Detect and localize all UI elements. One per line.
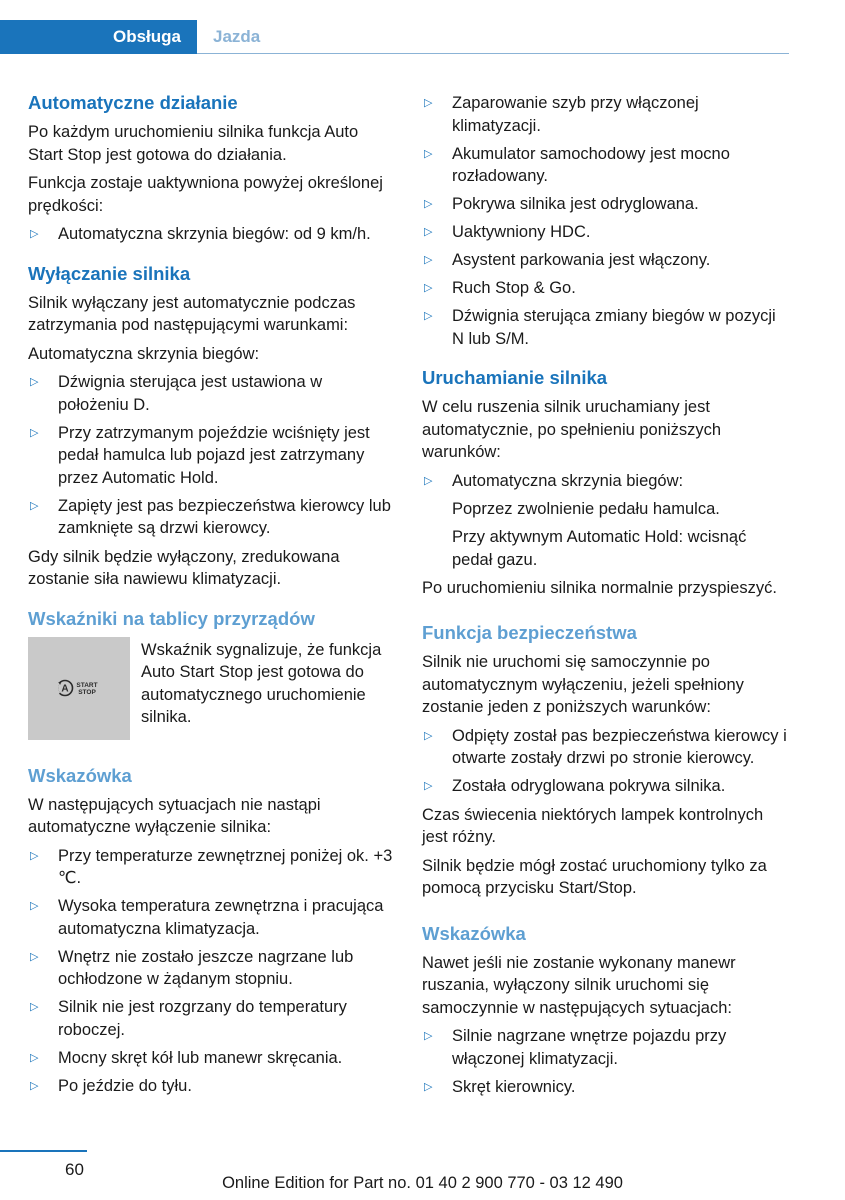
header-rule <box>197 53 789 54</box>
list-item-text: Zapięty jest pas bezpieczeństwa kierowcy lub zamknięte są drzwi kierowcy. <box>58 496 391 537</box>
bullet-list <box>422 725 790 798</box>
list-item <box>28 895 394 940</box>
section-safety-function <box>422 621 790 900</box>
bullet-list <box>28 223 394 246</box>
list-item <box>422 470 790 493</box>
section-title: Wskazówka <box>422 922 526 944</box>
list-item <box>422 1025 790 1070</box>
right-column <box>422 92 790 1104</box>
bullet-triangle-icon: ▷ <box>30 849 39 862</box>
list-item-text: Skręt kierownicy. <box>452 1077 576 1096</box>
list-item <box>422 775 790 798</box>
paragraph: Nawet jeśli nie zostanie wykonany manewr ruszania, wyłączony silnik uruchomi się samoczynnie w następujących sytuacjach: <box>422 953 736 1017</box>
bullet-triangle-icon: ▷ <box>424 282 433 294</box>
bullet-list <box>28 371 394 540</box>
footer-edition: Online Edition for Part no. 01 40 2 900 770 - 03 12 490 <box>222 1174 623 1192</box>
paragraph: Czas świecenia niektórych lampek kontrolnych jest różny. <box>422 805 764 846</box>
paragraph: Gdy silnik będzie wyłączony, zredukowana zostanie siła nawiewu klimatyzacji. <box>28 547 340 588</box>
indicator-block <box>28 637 394 740</box>
section-title: Funkcja bezpieczeństwa <box>422 622 637 643</box>
list-item-text: Zaparowanie szyb przy włączonej klimatyzacji. <box>452 94 699 135</box>
list-item <box>28 845 394 890</box>
tab-obsluga: Obsługa <box>0 20 197 54</box>
section-engine-start <box>422 366 790 599</box>
bullet-triangle-icon: ▷ <box>30 1001 39 1013</box>
list-item-text: Dźwignia sterująca zmiany biegów w pozycji N lub S/M. <box>452 307 776 348</box>
list-item-text: Uaktywniony HDC. <box>452 223 591 241</box>
icon-letter: A <box>61 683 69 695</box>
list-item <box>422 193 790 216</box>
bullet-triangle-icon: ▷ <box>424 226 433 238</box>
list-item <box>422 249 790 272</box>
bullet-triangle-icon: ▷ <box>30 900 39 912</box>
bullet-list <box>422 1025 790 1098</box>
list-item <box>28 996 394 1041</box>
list-item <box>28 495 394 540</box>
section-title: Wskaźniki na tablicy przyrządów <box>28 607 315 629</box>
paragraph: Funkcja zostaje uaktywniona powyżej określonej prędkości: <box>28 174 383 215</box>
list-item <box>28 371 394 416</box>
sub-paragraph: Poprzez zwolnienie pedału hamulca. <box>452 500 720 518</box>
list-item-text: Silnik nie jest rozgrzany do temperatury roboczej. <box>58 998 347 1039</box>
auto-start-stop-icon <box>56 678 102 698</box>
paragraph: Automatyczna skrzynia biegów: <box>28 344 260 363</box>
paragraph: Silnik wyłączany jest automatycznie podczas zatrzymania pod następującymi warunkami: <box>28 293 356 334</box>
bullet-list-continued <box>422 92 790 350</box>
list-item-text: Przy temperaturze zewnętrznej poniżej ok. +3 ℃. <box>58 846 393 887</box>
list-item-text: Przy zatrzymanym pojeździe wciśnięty jest pedał hamulca lub pojazd jest zatrzymany przez Automatic Hold. <box>58 423 370 487</box>
section-note-left <box>28 764 394 1098</box>
list-item-text: Po jeździe do tyłu. <box>58 1076 192 1095</box>
list-item-text: Mocny skręt kół lub manewr skręcania. <box>58 1048 343 1067</box>
section-title: Wyłączanie silnika <box>28 262 191 284</box>
list-item-text: Silnie nagrzane wnętrze pojazdu przy włączonej klimatyzacji. <box>452 1027 727 1068</box>
list-item <box>28 946 394 991</box>
bullet-triangle-icon: ▷ <box>30 376 39 388</box>
list-item <box>422 277 790 300</box>
indicator-description: Wskaźnik sygnalizuje, że funkcja Auto Start Stop jest gotowa do automatycznego uruchomienie silnika. <box>141 640 382 726</box>
bullet-triangle-icon: ▷ <box>424 198 433 210</box>
tab-jazda: Jazda <box>213 27 261 46</box>
bullet-triangle-icon: ▷ <box>424 147 433 160</box>
bullet-triangle-icon: ▷ <box>424 310 433 322</box>
list-item-text: Wysoka temperatura zewnętrzna i pracująca automatyczna klimatyzacja. <box>58 897 384 938</box>
bullet-triangle-icon: ▷ <box>30 950 39 963</box>
section-automatic-operation <box>28 91 394 246</box>
bullet-triangle-icon: ▷ <box>424 1030 433 1042</box>
bullet-triangle-icon: ▷ <box>424 97 433 109</box>
list-item <box>28 422 394 490</box>
paragraph: W następujących sytuacjach nie nastąpi automatyczne wyłączenie silnika: <box>28 795 321 836</box>
icon-label-stop: STOP <box>78 689 96 696</box>
list-item-text: Ruch Stop & Go. <box>452 279 576 297</box>
section-title: Uruchamianie silnika <box>422 367 608 388</box>
section-indicators <box>28 607 394 740</box>
list-item-text: Akumulator samochodowy jest mocno rozładowany. <box>452 144 730 185</box>
bullet-triangle-icon: ▷ <box>30 1051 39 1064</box>
section-title: Wskazówka <box>28 764 132 786</box>
bullet-triangle-icon: ▷ <box>30 426 39 439</box>
list-item-text: Została odryglowana pokrywa silnika. <box>452 777 726 795</box>
list-item <box>28 1047 394 1070</box>
list-item-text: Odpięty został pas bezpieczeństwa kierowcy i otwarte zostały drzwi po stronie kierowcy. <box>452 726 787 767</box>
paragraph: Po każdym uruchomieniu silnika funkcja Auto Start Stop jest gotowa do działania. <box>28 123 359 164</box>
list-item-text: Pokrywa silnika jest odryglowana. <box>452 195 699 213</box>
list-item <box>28 223 394 246</box>
paragraph: W celu ruszenia silnik uruchamiany jest automatycznie, po spełnieniu poniższych warunków: <box>422 398 722 461</box>
list-item-text: Wnętrz nie zostało jeszcze nagrzane lub ochłodzone w żądanym stopniu. <box>58 947 354 988</box>
bullet-triangle-icon: ▷ <box>30 499 39 512</box>
bullet-triangle-icon: ▷ <box>424 474 433 487</box>
bullet-triangle-icon: ▷ <box>424 254 433 266</box>
list-item <box>422 725 790 770</box>
footer-rule <box>0 1150 87 1152</box>
section-title: Automatyczne działanie <box>28 92 238 113</box>
bullet-list <box>28 845 394 1098</box>
list-item <box>422 1076 790 1099</box>
bullet-triangle-icon: ▷ <box>30 1079 39 1092</box>
list-item-text: Dźwignia sterująca jest ustawiona w położeniu D. <box>58 373 323 414</box>
page-number: 60 <box>65 1160 84 1179</box>
list-item-text: Automatyczna skrzynia biegów: <box>452 471 684 490</box>
list-item <box>422 221 790 244</box>
list-item-text: Automatyczna skrzynia biegów: od 9 km/h. <box>58 225 371 243</box>
paragraph: Silnik nie uruchomi się samoczynnie po automatycznym wyłączeniu, jeżeli spełniony zostanie jeden z poniższych warunków: <box>422 653 744 716</box>
paragraph: Po uruchomieniu silnika normalnie przyspieszyć. <box>422 578 777 597</box>
auto-start-stop-indicator-image <box>28 637 130 740</box>
section-engine-shutoff <box>28 262 394 591</box>
list-item-text: Asystent parkowania jest włączony. <box>452 251 711 269</box>
list-item <box>422 143 790 188</box>
icon-label-start: START <box>76 682 98 689</box>
left-column <box>28 91 394 1103</box>
bullet-triangle-icon: ▷ <box>424 729 433 742</box>
bullet-triangle-icon: ▷ <box>424 1080 433 1093</box>
bullet-triangle-icon: ▷ <box>30 228 39 240</box>
list-item <box>422 92 790 137</box>
section-note-right <box>422 922 790 1099</box>
bullet-triangle-icon: ▷ <box>424 780 433 792</box>
sub-paragraph: Przy aktywnym Automatic Hold: wcisnąć pedał gazu. <box>452 528 747 569</box>
list-item <box>28 1075 394 1098</box>
list-item <box>422 305 790 350</box>
bullet-list <box>422 470 790 493</box>
paragraph: Silnik będzie mógł zostać uruchomiony tylko za pomocą przycisku Start/Stop. <box>422 856 767 897</box>
